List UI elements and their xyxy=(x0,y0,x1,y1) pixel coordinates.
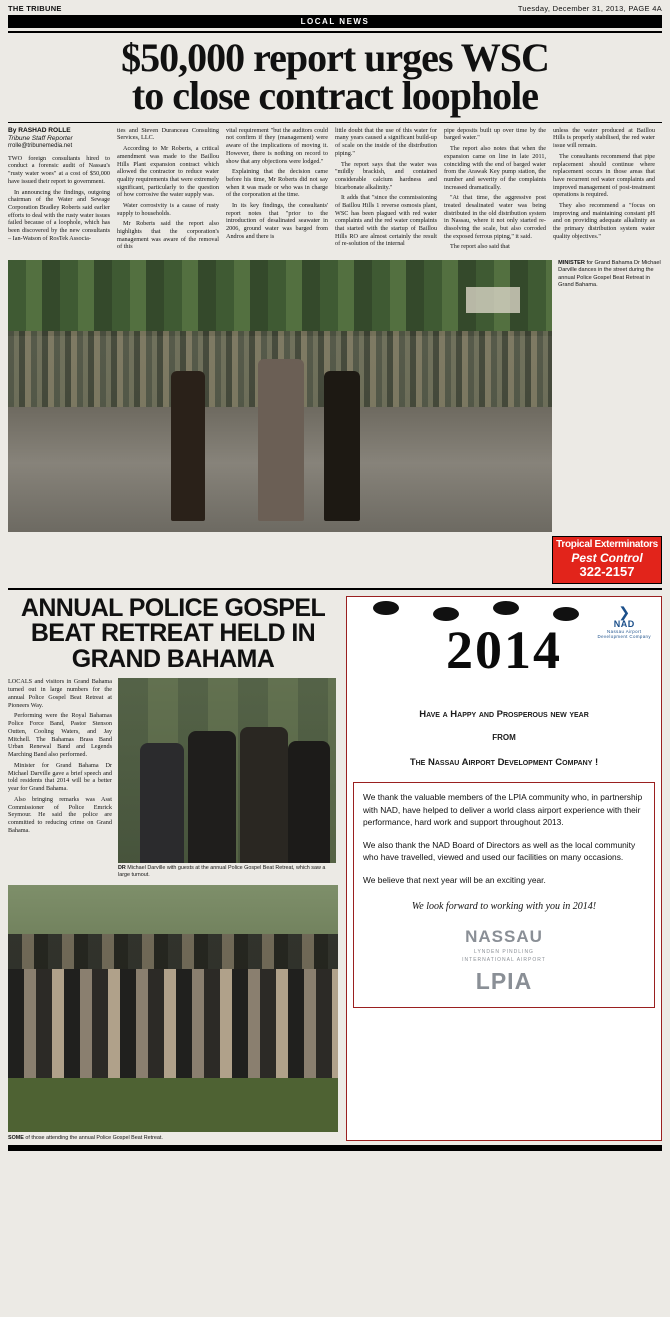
bow-icon xyxy=(493,601,519,615)
nad-logo-sub-1: Nassau Airport xyxy=(607,628,642,634)
article-column-3 xyxy=(226,127,328,254)
paragraph: In announcing the findings, outgoing chairman of the Water and Sewage Corporation Bradley Roberts said earlier efforts to deal with the rusty water issues failed because of a loophole, which has been discovered by the new consultants – Ian-Watson of RosTek Associa- xyxy=(8,188,110,242)
feature-columns xyxy=(8,678,338,879)
ad-line-1: Tropical Exterminators xyxy=(556,539,658,551)
paragraph: We believe that next year will be an exciting year. xyxy=(363,875,546,886)
ad-phone: 322-2157 xyxy=(579,564,635,580)
paragraph: The report says that the water was "mildly brackish, and contained considerable calcium hardness and bicarbonate alkalinity." xyxy=(335,160,437,191)
year-graphic: 2014 xyxy=(446,619,562,680)
photo-person xyxy=(240,727,288,863)
caption-lead: MINISTER xyxy=(558,260,585,267)
paragraph: Also bringing remarks was Asst Commissioner of Police Emrick Seymour. He said the police are committed to reducing crime on Grand Bahama. xyxy=(8,795,112,834)
paragraph: "At that time, the aggressive post treated desalinated water was being distributed in the old distribution system in Nassau, where it not only started re-dissolving the scale, but also corroded the exposed ferrous piping," it said. xyxy=(444,194,546,240)
paragraph: Water corrosivity is a cause of rusty supply to households. xyxy=(117,201,219,217)
paragraph: We also thank the NAD Board of Directors as well as the local community who have travelled, viewed and used our facilities on many occasions. xyxy=(363,839,636,863)
photo-figure xyxy=(324,371,360,521)
lpia-nassau: NASSAU xyxy=(465,926,543,946)
main-photo-block xyxy=(8,260,662,532)
photo-person xyxy=(288,741,330,863)
article-column-6 xyxy=(553,127,655,254)
paragraph: vital requirement "but the auditors could not confirm if they (management) were aware of the implications of moving it. However, there is nothing on record to show that any objections were lodged." xyxy=(226,126,328,165)
photo-street-dance xyxy=(8,260,552,532)
nad-logo-name: NAD xyxy=(613,618,635,629)
greeting-text: Have a Happy and Prosperous new year xyxy=(419,708,589,720)
lpia-logo xyxy=(363,924,645,999)
nad-ad-frame xyxy=(346,596,662,1141)
feature-column-1 xyxy=(8,678,112,879)
paragraph: We thank the valuable members of the LPIA community who, in partnership with NAD, have helped to deliver a world class airport experience with their performance, hard work and support throughout 2013. xyxy=(363,792,643,828)
feature-article xyxy=(8,593,338,1141)
headline-line-1: $50,000 report urges WSC xyxy=(121,35,549,80)
paragraph: The report also said that xyxy=(450,243,510,251)
main-photo-caption xyxy=(558,260,662,532)
masthead-title: THE TRIBUNE xyxy=(8,4,62,13)
photo-figure xyxy=(258,359,304,521)
bow-icon xyxy=(373,601,399,615)
byline-role: Tribune Staff Reporter xyxy=(8,135,73,143)
photo-group-attendees xyxy=(8,885,338,1132)
paragraph: Performing were the Royal Bahamas Police Force Band, Pastor Stenson Outten, Cooling Waters, and Jay Mitchell. The Bahamas Brass Band Urban Renewal Band and Legends Marching Band also performed. xyxy=(8,712,112,759)
byline-author: By RASHAD ROLLE xyxy=(8,126,71,134)
nad-logo-sub-2: Development Company xyxy=(597,633,651,639)
ad-line-2: Pest Control xyxy=(571,550,643,565)
headline-line-2: to close contract loophole xyxy=(131,73,539,119)
photo-person xyxy=(140,743,184,863)
bottom-bar xyxy=(8,1145,662,1151)
paragraph: They also recommend a "focus on improving and maintaining constant pH and on providing adequate alkalinity as the primary distribution system water quality objectives." xyxy=(553,201,655,240)
article-body xyxy=(8,122,662,254)
article-column-2 xyxy=(117,127,219,254)
greeting-from: FROM xyxy=(492,733,516,743)
nad-message-box xyxy=(353,782,655,1008)
page-title xyxy=(8,35,662,119)
photo-front-row xyxy=(8,969,338,1088)
photo-figure xyxy=(171,371,205,521)
lpia-acronym: LPIA xyxy=(475,968,533,995)
article-column-1 xyxy=(8,127,110,254)
byline-email: rrolle@tribunemedia.net xyxy=(8,143,73,150)
lpia-sub-1: LYNDEN PINDLING xyxy=(474,949,534,956)
nad-advertisement[interactable] xyxy=(346,596,662,1141)
caption-text: for Grand Bahama Dr Michael Darville dances in the street during the annual Police Gospel Beat Retreat in Grand Bahama. xyxy=(558,260,661,288)
paragraph: LOCALS and visitors in Grand Bahama turned out in large numbers for the annual Police Gospel Beat Retreat at Pioneers Way. xyxy=(8,678,112,709)
lower-section xyxy=(8,588,662,1141)
paragraph: Minister for Grand Bahama Dr Michael Darville gave a brief speech and told residents that 2014 will be a better year for Grand Bahama. xyxy=(8,761,112,793)
paragraph: unless the water produced at Baillou Hills is properly stabilised, the red water issue will remain. xyxy=(553,126,655,150)
caption-lead: DR xyxy=(118,865,126,872)
swoosh-icon: ❯ xyxy=(618,603,631,620)
article-column-5 xyxy=(444,127,546,254)
paragraph: The report also notes that when the expansion came on line in late 2011, coinciding with the end of barged water from the Arawak Key pump station, the number and severity of the complaints increased dramatically. xyxy=(444,145,546,191)
section-bar: LOCAL NEWS xyxy=(8,15,662,28)
ad-row xyxy=(0,532,670,584)
paragraph: Explaining that the decision came before his time, Mr Roberts did not say when it was made or who was in charge of the corporation at the time. xyxy=(226,168,328,199)
bottom-photo-caption xyxy=(8,1135,338,1141)
closing-script-line: We look forward to working with you in 2014! xyxy=(411,900,597,912)
lpia-sub-2: INTERNATIONAL AIRPORT xyxy=(462,956,546,963)
paragraph: Mr Roberts said the report also highlights that the corporation's management was aware of the removal of this xyxy=(117,220,219,251)
paragraph: According to Mr Roberts, a critical amendment was made to the Baillou Hills Plant expansion contract which allowed the contractor to reduce water quality requirements that were extremely significant, particularly to the question of how corrosive the water supply was. xyxy=(117,145,219,199)
feature-headline: ANNUAL POLICE GOSPEL BEAT RETREAT HELD IN GRAND BAHAMA xyxy=(20,593,326,673)
paragraph: It adds that "since the commissioning of Baillou Hills 1 reverse osmosis plant, WSC has been plagued with red water complaints and the red water complaints that started with the startup of Baillou Hills RO are almost certainly the result of re-solution of the internal xyxy=(335,194,437,248)
greeting-block xyxy=(353,707,655,770)
masthead-date: Tuesday, December 31, 2013, PAGE 4A xyxy=(517,4,662,13)
paragraph: ties and Steven Duranceau Consulting Services, LLC. xyxy=(117,126,219,142)
article-column-4 xyxy=(335,127,437,254)
caption-text: of those attending the annual Police Gospel Beat Retreat. xyxy=(23,1134,163,1141)
photo-sign xyxy=(466,287,520,313)
paragraph: TWO foreign consultants hired to conduct a forensic audit of Nassau's "rusty water woes" at a cost of $50,000 have issued their report to government. xyxy=(8,154,110,185)
photo-person xyxy=(188,731,236,863)
feature-photo-block xyxy=(118,678,336,879)
caption-lead: SOME xyxy=(8,1134,24,1141)
rule-top xyxy=(8,31,662,33)
ad-tropical-exterminators[interactable] xyxy=(552,536,662,584)
paragraph: pipe deposits built up over time by the barged water." xyxy=(444,126,546,142)
greeting-company: The Nassau Airport Development Company ! xyxy=(409,756,599,768)
feature-photo-caption xyxy=(118,865,336,879)
byline xyxy=(8,127,110,151)
photo-darville-guests xyxy=(118,678,336,863)
caption-text: Michael Darville with guests at the annual Police Gospel Beat Retreat, which saw a large turnout. xyxy=(118,865,326,879)
paragraph: little doubt that the use of this water for many years caused a significant build-up of scale on the inside of the distribution piping." xyxy=(335,126,437,157)
photo-ground-layer xyxy=(8,1078,338,1132)
masthead xyxy=(0,0,670,15)
paragraph: The consultants recommend that pipe replacement should continue where replacement occurs in those areas that have recurrent red water complaints and improved management of post-treatment operations is required. xyxy=(553,152,655,199)
paragraph: In its key findings, the consultants' report notes that "prior to the introduction of desalinated seawater in 2006, ground water was barged from Andros and there is xyxy=(226,201,328,240)
